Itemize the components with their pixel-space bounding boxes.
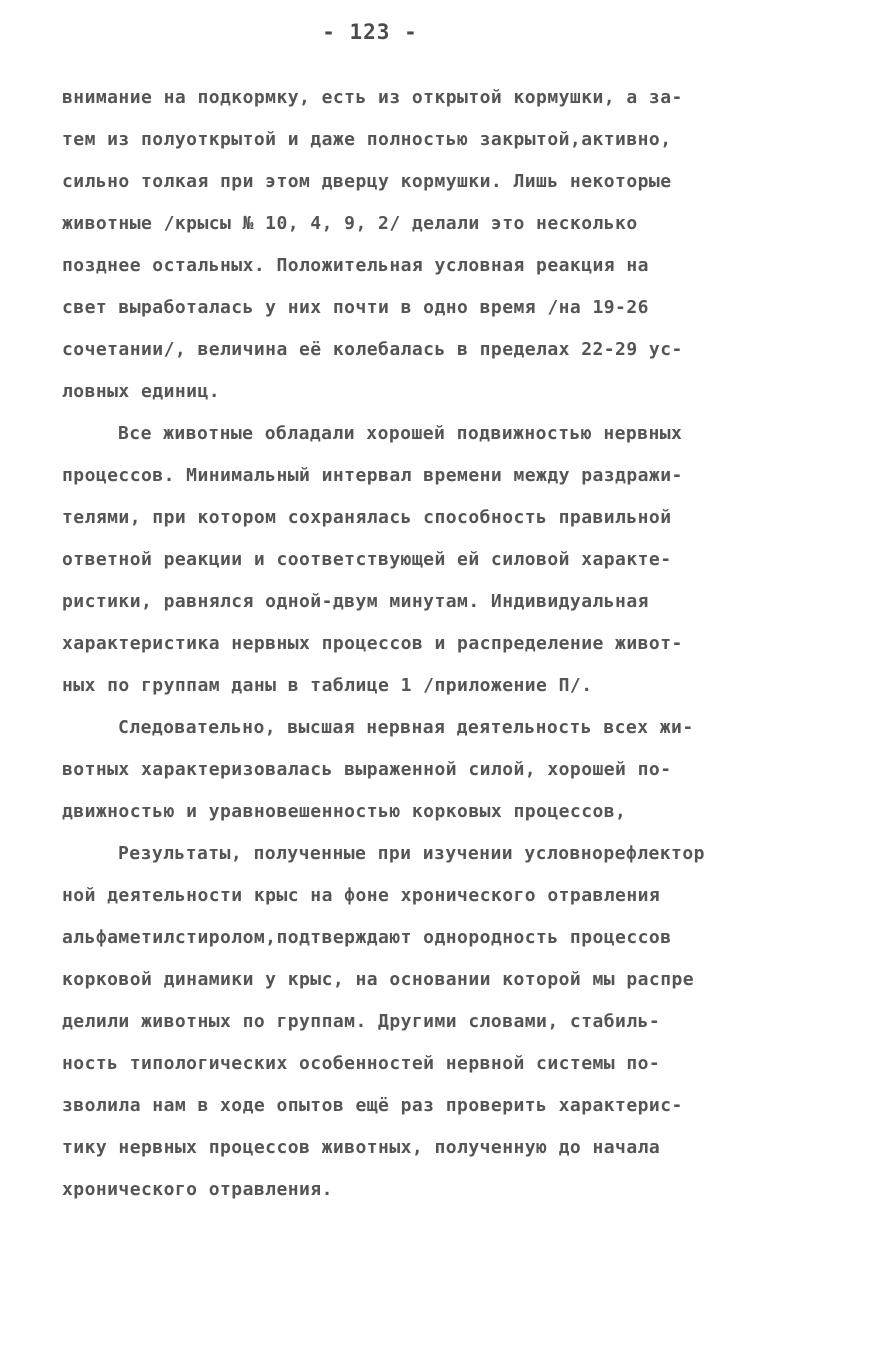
text-line: внимание на подкормку, есть из открытой кормушки, а за- (62, 87, 683, 108)
text-line: характеристика нервных процессов и распределение живот- (62, 633, 683, 654)
text-line: ность типологических особенностей нервной системы по- (62, 1053, 661, 1074)
text-line: вотных характеризовалась выраженной силой, хорошей по- (62, 759, 672, 780)
text-line: животные /крысы № 10, 4, 9, 2/ делали это несколько (62, 213, 638, 234)
text-line: Результаты, полученные при изучении условнорефлектор (118, 843, 705, 864)
text-line: процессов. Минимальный интервал времени между раздражи- (62, 465, 683, 486)
text-line: позднее остальных. Положительная условная реакция на (62, 255, 649, 276)
text-line: тем из полуоткрытой и даже полностью закрытой,активно, (62, 129, 672, 150)
body-text (62, 77, 862, 1211)
text-line: ной деятельности крыс на фоне хронического отравления (62, 885, 661, 906)
text-line: тику нервных процессов животных, полученную до начала (62, 1137, 661, 1158)
paragraph (62, 833, 862, 1211)
text-line: свет выработалась у них почти в одно время /на 19-26 (62, 297, 649, 318)
text-line: Все животные обладали хорошей подвижностью нервных (118, 423, 683, 444)
text-line: движностью и уравновешенностью корковых процессов, (62, 801, 627, 822)
text-line: альфаметилстиролом,подтверждают однородность процессов (62, 927, 672, 948)
text-line: Следовательно, высшая нервная деятельность всех жи- (118, 717, 694, 738)
text-line: делили животных по группам. Другими словами, стабиль- (62, 1011, 661, 1032)
text-line: корковой динамики у крыс, на основании которой мы распре (62, 969, 695, 990)
paragraph (62, 707, 862, 833)
paragraph (62, 413, 862, 707)
text-line: зволила нам в ходе опытов ещё раз проверить характерис- (62, 1095, 683, 1116)
text-line: сильно толкая при этом дверцу кормушки. Лишь некоторые (62, 171, 672, 192)
page-number: - 123 - (322, 20, 418, 44)
text-line: ных по группам даны в таблице 1 /приложение П/. (62, 675, 593, 696)
text-line: ответной реакции и соответствующей ей силовой характе- (62, 549, 672, 570)
text-line: ристики, равнялся одной-двум минутам. Индивидуальная (62, 591, 649, 612)
paragraph (62, 77, 862, 413)
text-line: сочетании/, величина её колебалась в пределах 22-29 ус- (62, 339, 683, 360)
text-line: ловных единиц. (62, 381, 221, 402)
text-line: телями, при котором сохранялась способность правильной (62, 507, 672, 528)
text-line: хронического отравления. (62, 1179, 333, 1200)
